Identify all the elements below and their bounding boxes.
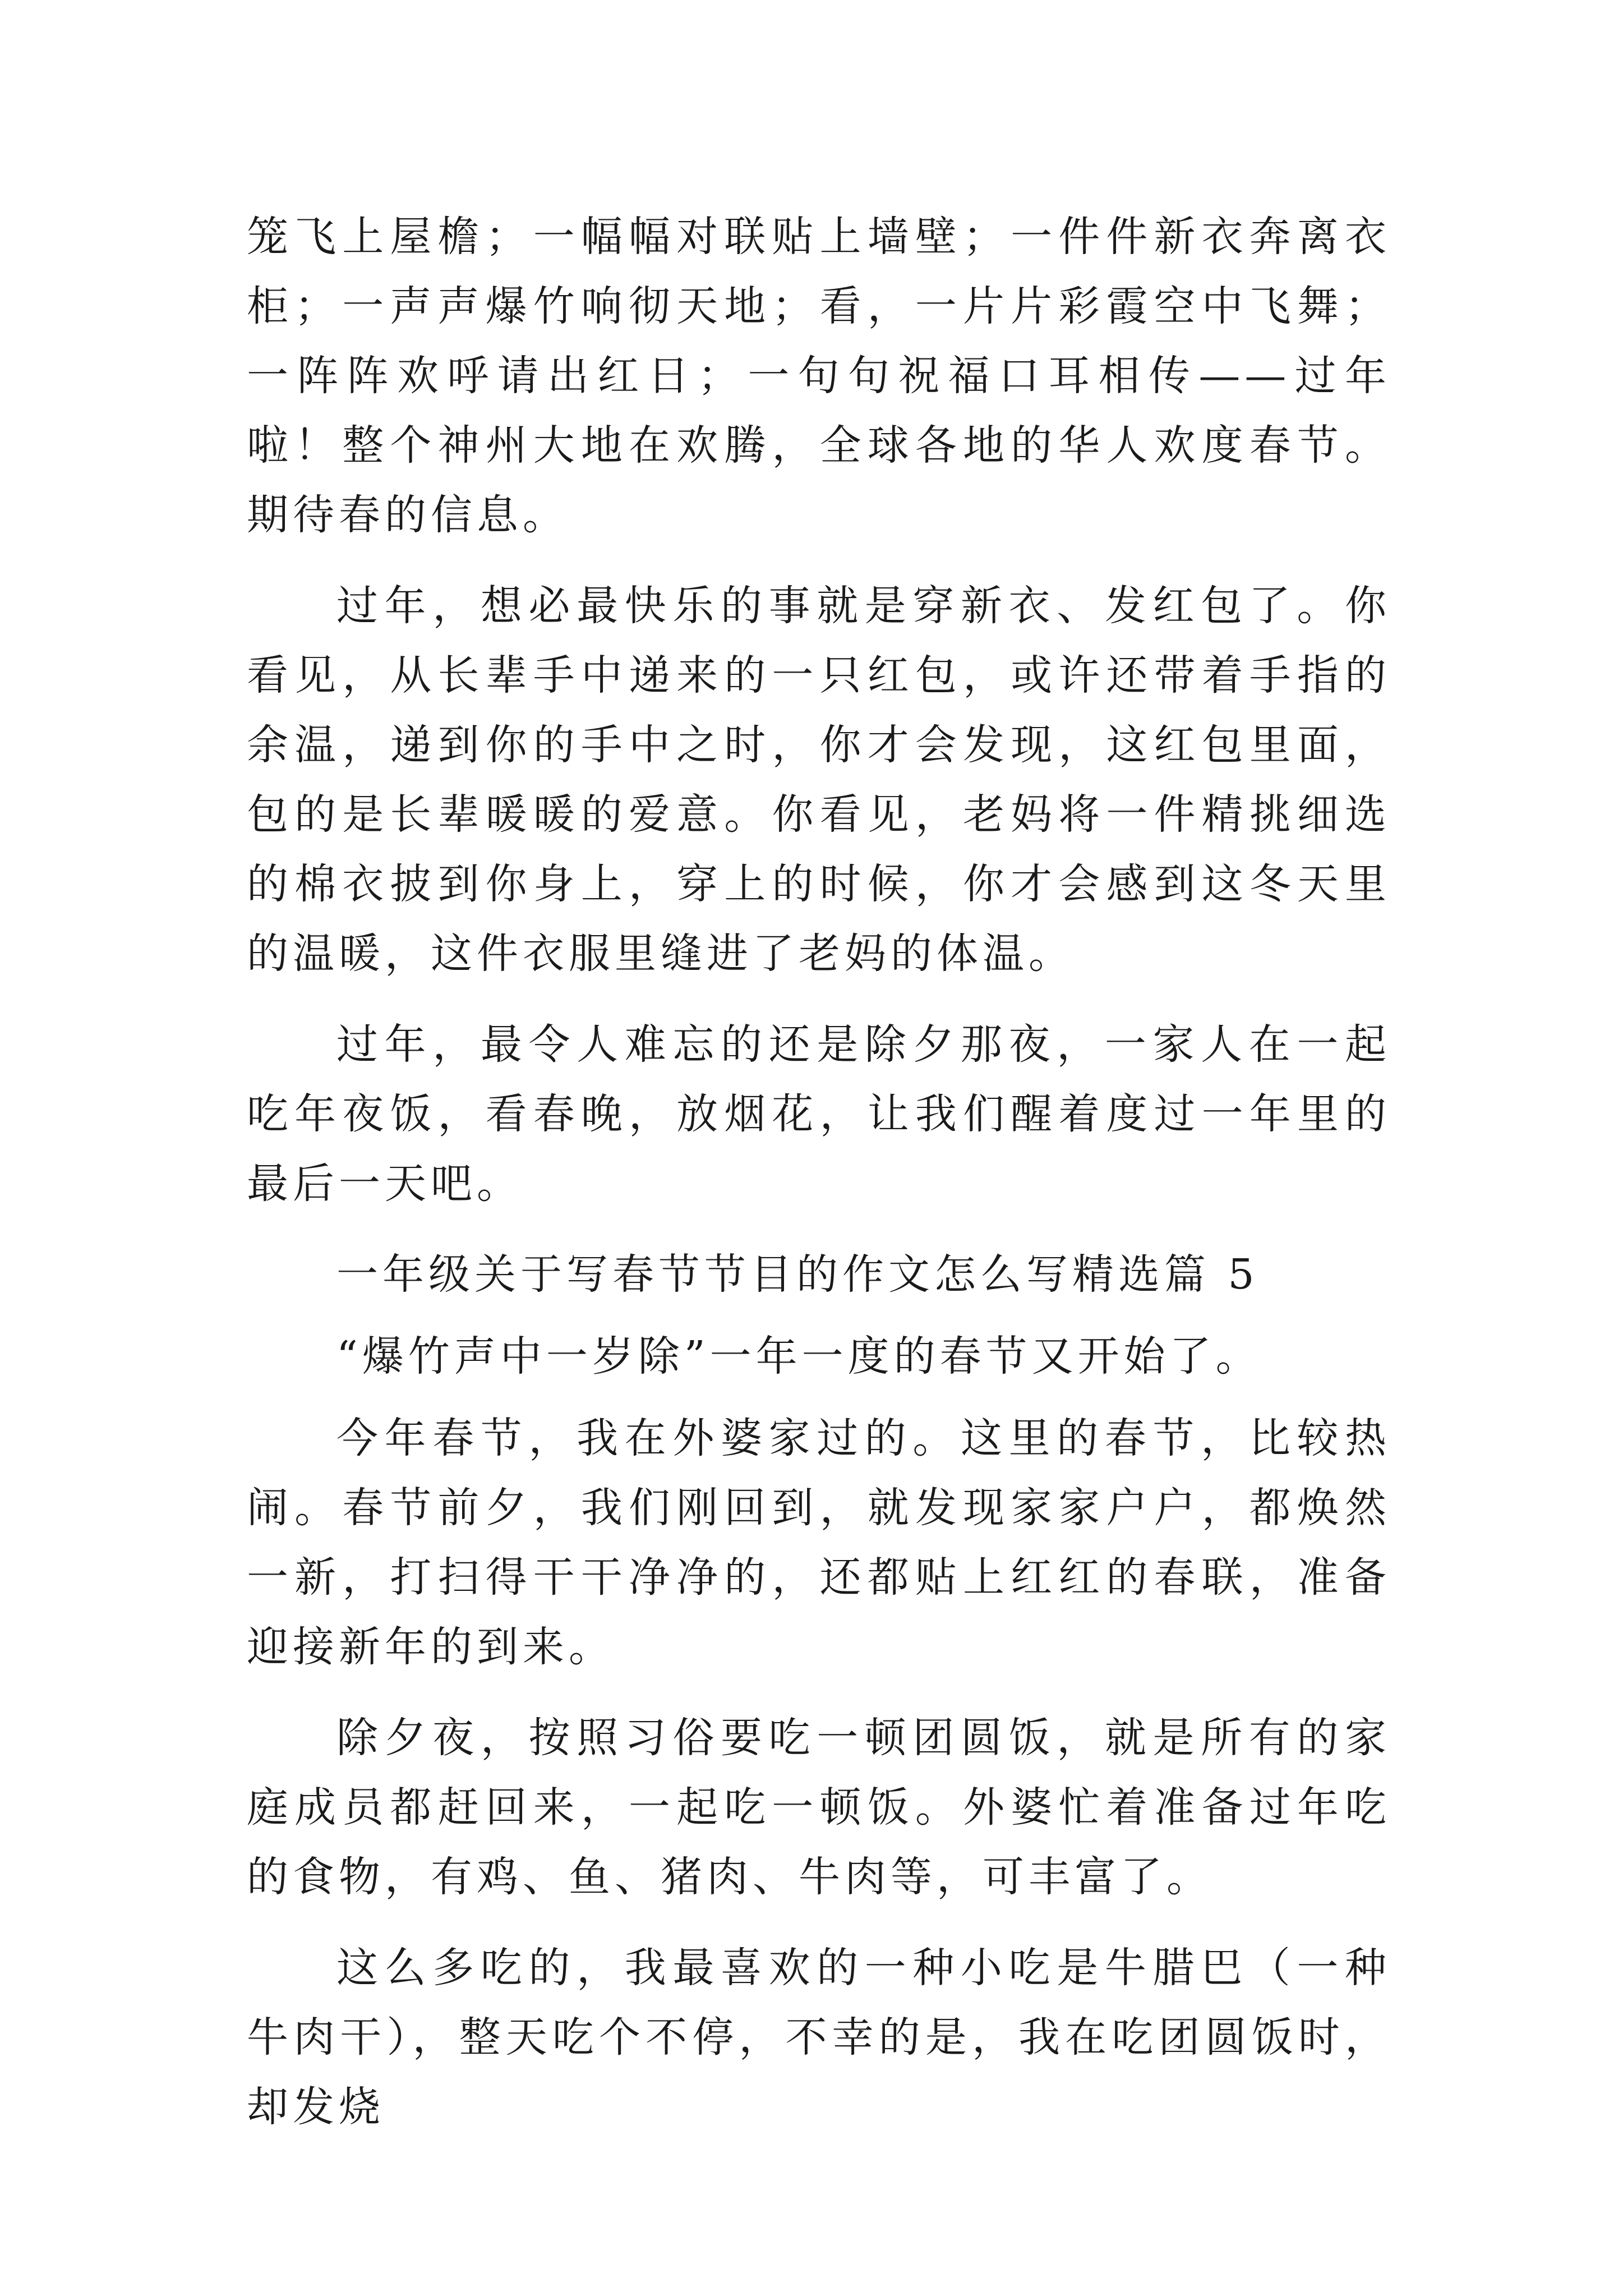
paragraph-1: 笼飞上屋檐；一幅幅对联贴上墙壁；一件件新衣奔离衣柜；一声声爆竹响彻天地；看，一片片彩霞空中飞舞；一阵阵欢呼请出红日；一句句祝福口耳相传——过年啦！整个神州大地在欢腾，全球各地的华人欢度春节。期待春的信息。 xyxy=(247,213,1391,539)
paragraph-2: 过年，想必最快乐的事就是穿新衣、发红包了。你看见，从长辈手中递来的一只红包，或许还带着手指的余温，递到你的手中之时，你才会发现，这红包里面，包的是长辈暖暖的爱意。你看见，老妈将一件精挑细选的棉衣披到你身上，穿上的时候，你才会感到这冬天里的温暖，这件衣服里缝进了老妈的体温。 xyxy=(247,582,1391,978)
paragraph-6: 今年春节，我在外婆家过的。这里的春节，比较热闹。春节前夕，我们刚回到，就发现家家户户，都焕然一新，打扫得干干净净的，还都贴上红红的春联，准备迎接新年的到来。 xyxy=(247,1414,1391,1671)
paragraph-quote: “爆竹声中一岁除”一年一度的春节又开始了。 xyxy=(336,1332,1262,1381)
document-body xyxy=(247,202,1391,2163)
paragraph-7: 除夕夜，按照习俗要吃一顿团圆饭，就是所有的家庭成员都赶回来，一起吃一顿饭。外婆忙着准备过年吃的食物，有鸡、鱼、猪肉、牛肉等，可丰富了。 xyxy=(247,1714,1391,1901)
paragraph-3: 过年，最令人难忘的还是除夕那夜，一家人在一起吃年夜饭，看春晚，放烟花，让我们醒着度过一年里的最后一天吧。 xyxy=(247,1020,1391,1208)
essay-heading: 一年级关于写春节节目的作文怎么写精选篇 5 xyxy=(336,1250,1259,1299)
paragraph-8: 这么多吃的，我最喜欢的一种小吃是牛腊巴（一种牛肉干），整天吃个不停，不幸的是，我在吃团圆饭时，却发烧 xyxy=(247,1944,1391,2131)
